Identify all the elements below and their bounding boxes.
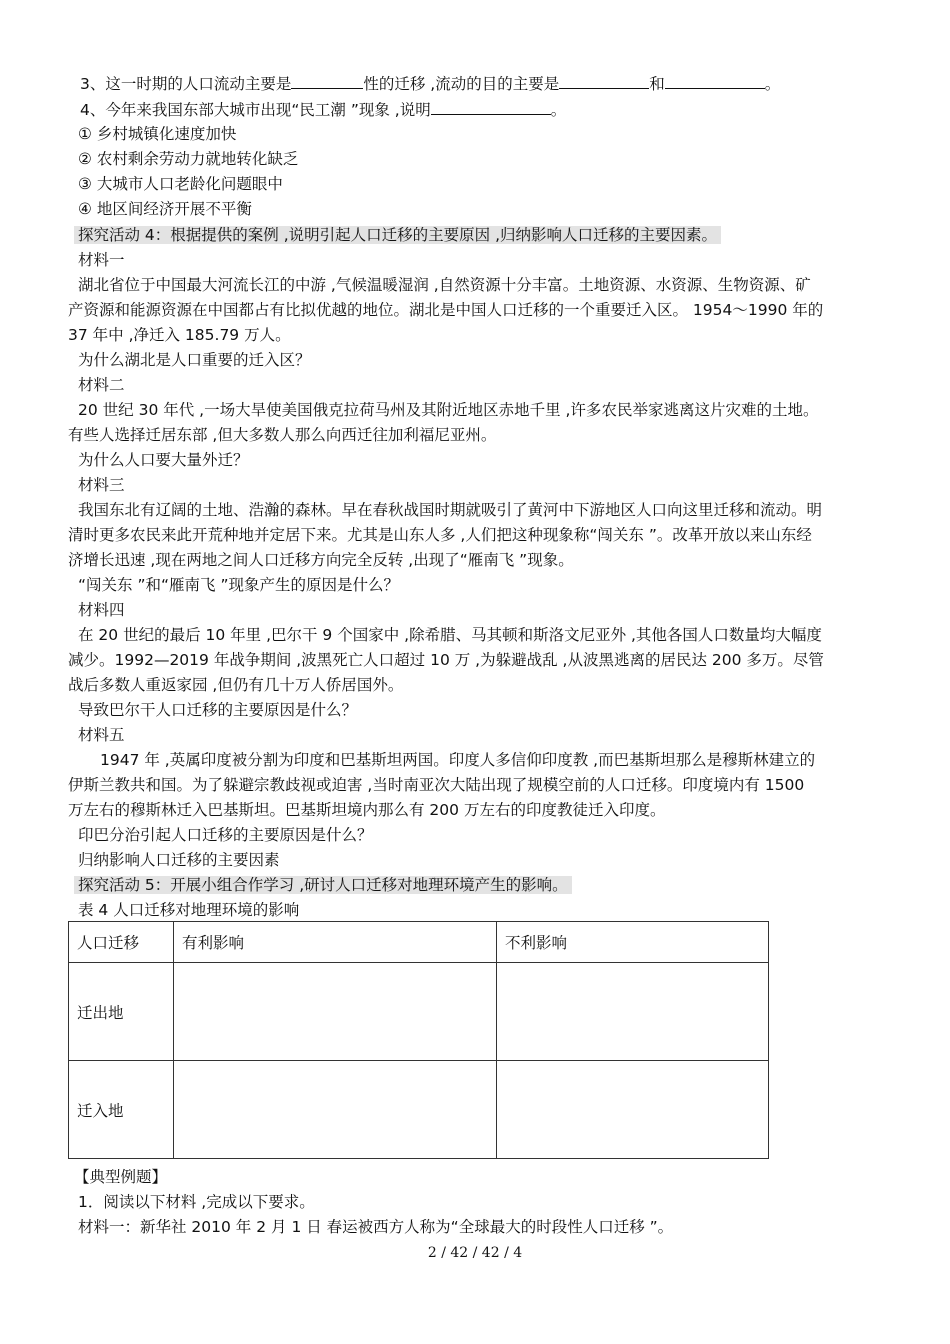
material-1-question: 为什么湖北是人口重要的迁入区？ <box>78 351 311 369</box>
question-4 <box>80 98 566 121</box>
material-4-question: 导致巴尔干人口迁移的主要原因是什么？ <box>78 701 358 719</box>
material-3-line-2: 清时更多农民来此开荒种地并定居下来。尤其是山东人多 ,人们把这种现象称“闯关东 ”。改革开放以来山东经 <box>68 526 812 544</box>
q3-text-c: 和 <box>649 75 665 93</box>
q4-blank[interactable] <box>431 98 551 115</box>
q3-blank-3[interactable] <box>665 72 765 89</box>
material-3-title: 材料三 <box>78 476 125 494</box>
q3-text-a: 3、这一时期的人口流动主要是 <box>80 75 292 93</box>
q3-text-b: 性的迁移 ,流动的目的主要是 <box>363 75 560 93</box>
page-number: 2 / 42 / 42 / 4 <box>427 1245 523 1261</box>
material-5-line-3: 万左右的穆斯林迁入巴基斯坦。巴基斯坦境内那么有 200 万左右的印度教徒迁入印度。 <box>68 801 666 819</box>
q3-blank-2[interactable] <box>559 72 649 89</box>
material-2-line-1: 20 世纪 30 年代 ,一场大旱使美国俄克拉荷马州及其附近地区赤地千里 ,许多农民举家逃离这片灾难的土地。 <box>78 401 819 419</box>
material-5-question: 印巴分治引起人口迁移的主要原因是什么？ <box>78 826 373 844</box>
option-1: ① 乡村城镇化速度加快 <box>78 125 237 143</box>
option-3: ③ 大城市人口老龄化问题眼中 <box>78 175 283 193</box>
table-header-row <box>69 922 769 963</box>
table-cell-unfavorable[interactable] <box>497 963 769 1061</box>
q3-blank-1[interactable] <box>291 72 363 89</box>
material-2-question: 为什么人口要大量外迁？ <box>78 451 249 469</box>
activity-4-text: 探究活动 4：根据提供的案例 ,说明引起人口迁移的主要原因 ,归纳影响人口迁移的主要因素。 <box>74 226 721 244</box>
table-cell-unfavorable[interactable] <box>497 1061 769 1159</box>
table-row-label: 迁入地 <box>69 1061 174 1159</box>
material-1-title: 材料一 <box>78 251 125 269</box>
material-2-line-2: 有些人选择迁居东部 ,但大多数人那么向西迁往加利福尼亚州。 <box>68 426 497 444</box>
activity-5-text: 探究活动 5：开展小组合作学习 ,研讨人口迁移对地理环境产生的影响。 <box>74 876 572 894</box>
q4-text-a: 4、今年来我国东部大城市出现“民工潮 ”现象 ,说明 <box>80 101 431 119</box>
migration-impact-table <box>68 921 769 1159</box>
summary-prompt: 归纳影响人口迁移的主要因素 <box>78 851 280 869</box>
material-4-line-3: 战后多数人重返家园 ,但仍有几十万人侨居国外。 <box>68 676 404 694</box>
option-4: ④ 地区间经济开展不平衡 <box>78 200 252 218</box>
material-5-line-2: 伊斯兰教共和国。为了躲避宗教歧视或迫害 ,当时南亚次大陆出现了规模空前的人口迁移。印度境内有 1500 <box>68 776 805 794</box>
example-1-material-1: 材料一：新华社 2010 年 2 月 1 日 春运被西方人称为“全球最大的时段性人口迁移 ”。 <box>78 1218 674 1236</box>
material-1-line-3: 37 年中 ,净迁入 185.79 万人。 <box>68 326 291 344</box>
table-cell-favorable[interactable] <box>174 963 497 1061</box>
example-1: 1．阅读以下材料 ,完成以下要求。 <box>78 1193 315 1211</box>
material-3-line-3: 济增长迅速 ,现在两地之间人口迁移方向完全反转 ,出现了“雁南飞 ”现象。 <box>68 551 574 569</box>
material-5-line-1: 1947 年 ,英属印度被分割为印度和巴基斯坦两国。印度人多信仰印度教 ,而巴基斯坦那么是穆斯林建立的 <box>100 751 816 769</box>
table-cell-favorable[interactable] <box>174 1061 497 1159</box>
table-header-cell: 人口迁移 <box>69 922 174 963</box>
material-4-title: 材料四 <box>78 601 125 619</box>
table-caption: 表 4 人口迁移对地理环境的影响 <box>78 901 300 919</box>
material-4-line-1: 在 20 世纪的最后 10 年里 ,巴尔干 9 个国家中 ,除希腊、马其顿和斯洛文尼亚外 ,其他各国人口数量均大幅度 <box>78 626 822 644</box>
material-1-line-2: 产资源和能源资源在中国都占有比拟优越的地位。湖北是中国人口迁移的一个重要迁入区。 1954～1990 年的 <box>68 301 824 319</box>
table-row-label: 迁出地 <box>69 963 174 1061</box>
q3-text-d: 。 <box>764 75 781 93</box>
material-5-title: 材料五 <box>78 726 125 744</box>
activity-5-heading <box>74 874 572 896</box>
question-3 <box>80 72 780 95</box>
q4-text-b: 。 <box>550 101 567 119</box>
table-row <box>69 963 769 1061</box>
material-4-line-2: 减少。1992—2019 年战争期间 ,波黑死亡人口超过 10 万 ,为躲避战乱 ,从波黑逃离的居民达 200 多万。尽管 <box>68 651 824 669</box>
table-header-cell: 有利影响 <box>174 922 497 963</box>
material-2-title: 材料二 <box>78 376 125 394</box>
example-title: 【典型例题】 <box>74 1168 168 1186</box>
material-3-line-1: 我国东北有辽阔的土地、浩瀚的森林。早在春秋战国时期就吸引了黄河中下游地区人口向这里迁移和流动。明 <box>78 501 823 519</box>
material-3-question: “闯关东 ”和“雁南飞 ”现象产生的原因是什么？ <box>78 576 399 594</box>
table-row <box>69 1061 769 1159</box>
table-header-cell: 不利影响 <box>497 922 769 963</box>
activity-4-heading <box>74 224 721 246</box>
option-2: ② 农村剩余劳动力就地转化缺乏 <box>78 150 299 168</box>
material-1-line-1: 湖北省位于中国最大河流长江的中游 ,气候温暖湿润 ,自然资源十分丰富。土地资源、水资源、生物资源、矿 <box>78 276 811 294</box>
